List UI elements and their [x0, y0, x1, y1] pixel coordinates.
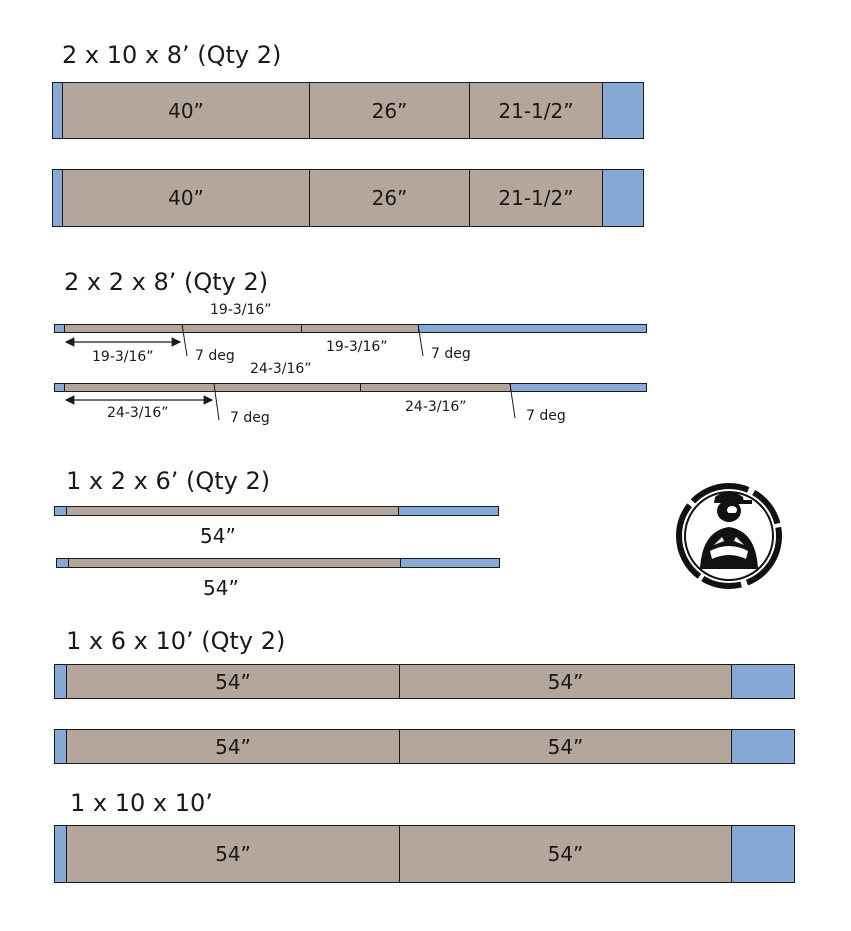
board-1x10 [54, 825, 795, 883]
cut-segment: 26” [310, 170, 470, 226]
board-title-2x2: 2 x 2 x 8’ (Qty 2) [64, 268, 269, 296]
cut-label: 54” [200, 524, 236, 548]
board-title-1x10: 1 x 10 x 10’ [70, 789, 213, 817]
board-2x2-a [54, 324, 647, 333]
cut-segment: 54” [66, 730, 400, 763]
board-1x2-b [56, 558, 500, 568]
dimension-label: 19-3/16” [92, 349, 154, 365]
cut-label: 24-3/16” [250, 361, 312, 377]
angle-label: 7 deg [431, 346, 471, 362]
board-title-2x10: 2 x 10 x 8’ (Qty 2) [62, 41, 282, 69]
board-2x10-a [52, 82, 644, 139]
board-1x6-b [54, 729, 795, 764]
dimension-label: 24-3/16” [107, 405, 169, 421]
cut-segment: 54” [66, 826, 400, 882]
board-title-1x6: 1 x 6 x 10’ (Qty 2) [66, 627, 286, 655]
cut-segment: 54” [400, 730, 732, 763]
cut-segment: 54” [400, 826, 732, 882]
cut-segment: 26” [310, 83, 470, 138]
angle-label: 7 deg [526, 408, 566, 424]
board-1x6-a [54, 664, 795, 699]
cut-segment: 40” [62, 170, 310, 226]
board-1x2-a [54, 506, 499, 516]
cut-segment: 54” [400, 665, 732, 698]
angle-label: 7 deg [230, 410, 270, 426]
board-title-1x2: 1 x 2 x 6’ (Qty 2) [66, 467, 271, 495]
cut-segment: 40” [62, 83, 310, 138]
cut-segment [302, 325, 419, 332]
cut-label: 54” [203, 576, 239, 600]
cut-segment [64, 384, 361, 391]
cut-segment [66, 507, 399, 515]
cut-label: 19-3/16” [210, 302, 272, 318]
cut-segment: 21-1/2” [470, 83, 603, 138]
cut-segment [361, 384, 511, 391]
cut-segment [64, 325, 302, 332]
cut-label: 19-3/16” [326, 339, 388, 355]
board-2x2-b [54, 383, 647, 392]
logo-woodworker-icon [672, 479, 786, 593]
cut-segment [68, 559, 401, 567]
angle-label: 7 deg [195, 348, 235, 364]
cut-segment: 21-1/2” [470, 170, 603, 226]
board-2x10-b [52, 169, 644, 227]
cut-segment: 54” [66, 665, 400, 698]
cut-label: 24-3/16” [405, 399, 467, 415]
